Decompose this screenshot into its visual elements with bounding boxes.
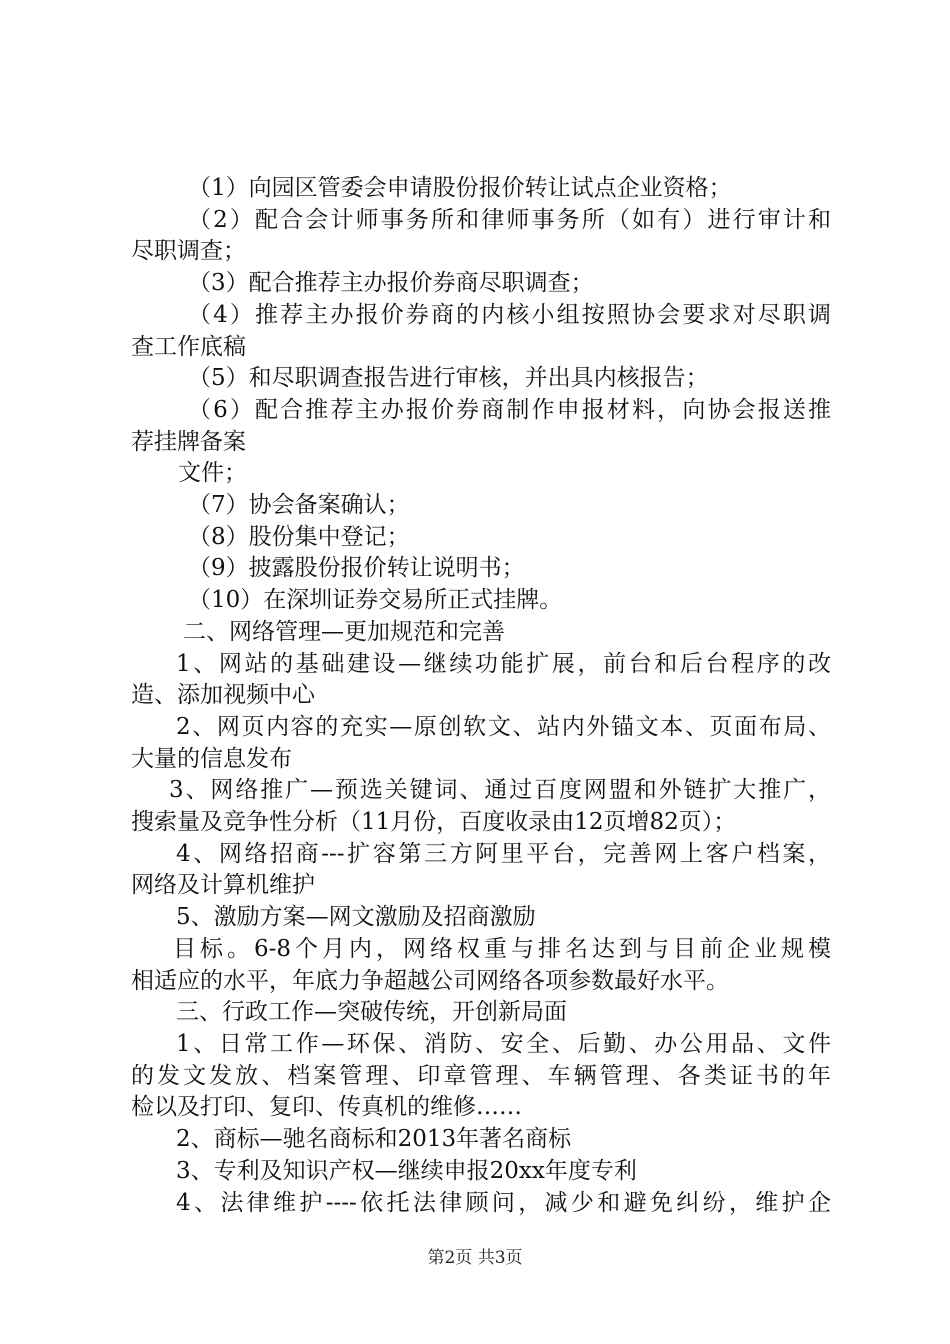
- section-heading: 二、网络管理—更加规范和完善: [183, 618, 505, 645]
- text-line: 目标。6-8个月内，网络权重与排名达到与目前企业规模: [173, 935, 831, 962]
- text-line: 3、专利及知识产权—继续申报20xx年度专利: [176, 1157, 637, 1184]
- text-line: 3、网络推广—预选关键词、通过百度网盟和外链扩大推广，: [169, 777, 831, 804]
- text-line: 大量的信息发布: [131, 745, 292, 772]
- text-line: 尽职调查；: [131, 238, 246, 265]
- text-line: 检以及打印、复印、传真机的维修……: [131, 1094, 522, 1121]
- text-line: 4、网络招商---扩容第三方阿里平台，完善网上客户档案，: [176, 840, 831, 867]
- page-footer: 第2页 共3页: [427, 1248, 523, 1268]
- text-line: （5）和尽职调查报告进行审核，并出具内核报告；: [188, 365, 709, 392]
- text-line: （1）向园区管委会申请股份报价转让试点企业资格；: [188, 175, 732, 201]
- text-line: 1、网站的基础建设—继续功能扩展，前台和后台程序的改: [176, 650, 831, 677]
- text-line: 2、商标—驰名商标和2013年著名商标: [176, 1126, 572, 1153]
- text-line: 荐挂牌备案: [131, 428, 246, 455]
- text-line: （8）股份集中登记；: [188, 523, 410, 550]
- text-line: 查工作底稿: [131, 333, 246, 360]
- text-line: 造、添加视频中心: [131, 682, 315, 709]
- text-line: 搜索量及竞争性分析（11月份，百度收录由12页增82页）；: [131, 809, 737, 836]
- text-line: （10）在深圳证券交易所正式挂牌。: [188, 587, 563, 614]
- text-line: 相适应的水平，年底力争超越公司网络各项参数最好水平。: [131, 967, 729, 994]
- text-line: 网络及计算机维护: [131, 872, 315, 899]
- text-line: 5、激励方案—网文激励及招商激励: [176, 904, 536, 931]
- text-line: 的发文发放、档案管理、印章管理、车辆管理、各类证书的年: [131, 1062, 831, 1089]
- text-line: （6）配合推荐主办报价券商制作申报材料，向协会报送推: [188, 396, 831, 423]
- document-body: [131, 173, 831, 1219]
- text-line: （2）配合会计师事务所和律师事务所（如有）进行审计和: [188, 206, 831, 233]
- text-line: （9）披露股份报价转让说明书；: [188, 555, 525, 582]
- text-line: 2、网页内容的充实—原创软文、站内外锚文本、页面布局、: [176, 713, 831, 740]
- text-line: （7）协会备案确认；: [188, 492, 410, 519]
- text-line: （3）配合推荐主办报价券商尽职调查；: [188, 270, 594, 297]
- text-line: （4）推荐主办报价券商的内核小组按照协会要求对尽职调: [188, 301, 831, 328]
- text-line: 1、日常工作—环保、消防、安全、后勤、办公用品、文件: [176, 1030, 831, 1057]
- section-heading: 三、行政工作—突破传统，开创新局面: [176, 999, 567, 1026]
- text-line: 文件；: [178, 460, 247, 487]
- text-line: 4、法律维护----依托法律顾问，减少和避免纠纷，维护企: [176, 1189, 831, 1216]
